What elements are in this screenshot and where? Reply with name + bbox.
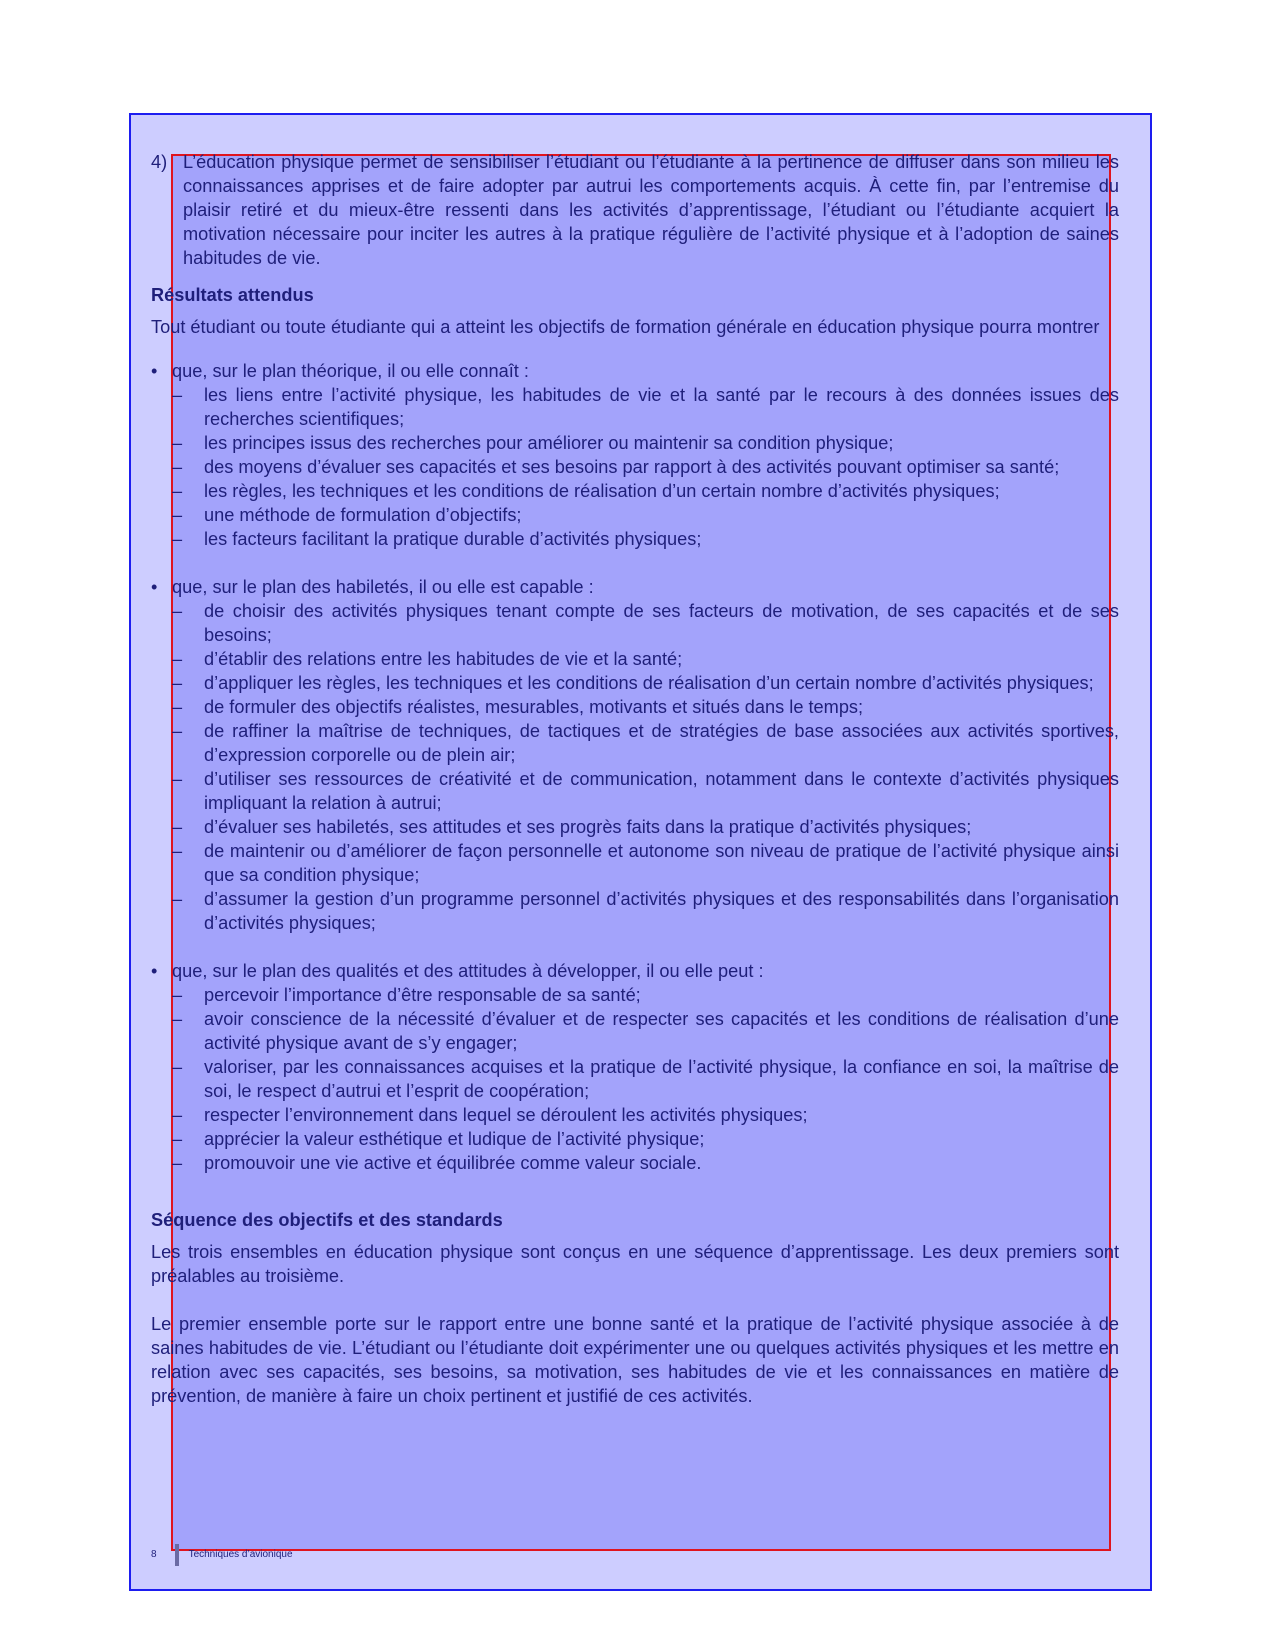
- bullet-mark: •: [151, 961, 158, 981]
- dash-item: – d’utiliser ses ressources de créativité et de communication, notamment dans le contexte d’activités physiques impliquant la relation à autrui;: [172, 769, 1119, 813]
- bullet-group-attitudes: [151, 959, 1119, 1175]
- bullet-item: • que, sur le plan théorique, il ou elle connaît :: [151, 361, 529, 381]
- bullet-item: • que, sur le plan des qualités et des attitudes à développer, il ou elle peut :: [151, 961, 764, 981]
- dash-item: – les facteurs facilitant la pratique durable d’activités physiques;: [172, 529, 702, 549]
- dash-item: – apprécier la valeur esthétique et ludique de l’activité physique;: [172, 1129, 705, 1149]
- sequence-paragraph: Le premier ensemble porte sur le rapport entre une bonne santé et la pratique de l’activité physique associée à de saines habitudes de vie. L’étudiant ou l’étudiante doit expérimenter une ou quelques activités physiques et les mettre en relation avec ses capacités, ses besoins, sa motivation, ses habitudes de vie et les connaissances en matière de prévention, de manière à faire un choix pertinent et justifié de ces activités.: [151, 1314, 1119, 1406]
- section-heading-sequence: Séquence des objectifs et des standards: [151, 1210, 503, 1230]
- dash-item: – de raffiner la maîtrise de techniques, de tactiques et de stratégies de base associées aux activités sportives, d’expression corporelle ou de plein air;: [172, 721, 1119, 765]
- dash-item: – respecter l’environnement dans lequel se déroulent les activités physiques;: [172, 1105, 808, 1125]
- numbered-item: [151, 150, 1119, 270]
- dash-item: – avoir conscience de la nécessité d’évaluer et de respecter ses capacités et les conditions de réalisation d’une activité physique avant de s’y engager;: [172, 1009, 1119, 1053]
- page-number: 8: [151, 1549, 157, 1560]
- dash-item: – de formuler des objectifs réalistes, mesurables, motivants et situés dans le temps;: [172, 697, 864, 717]
- dash-item: – d’assumer la gestion d’un programme personnel d’activités physiques et des responsabilités dans l’organisation d’activités physiques;: [172, 889, 1119, 933]
- bullet-mark: •: [151, 577, 158, 597]
- dash-item: – les règles, les techniques et les conditions de réalisation d’un certain nombre d’activités physiques;: [172, 481, 1000, 501]
- dash-item: – les principes issus des recherches pour améliorer ou maintenir sa condition physique;: [172, 433, 894, 453]
- dash-item: – de choisir des activités physiques tenant compte de ses facteurs de motivation, de ses capacités et de ses besoins;: [172, 601, 1119, 645]
- item-text: L’éducation physique permet de sensibiliser l’étudiant ou l’étudiante à la pertinence de diffuser dans son milieu les connaissances apprises et de faire adopter par autrui les comportements acquis. À cette fin, par l’entremise du plaisir retiré et du mieux-être ressenti dans les activités d’apprentissage, l’étudiant ou l’étudiante acquiert la motivation nécessaire pour inciter les autres à la pratique régulière de l’activité physique et à l’adoption de saines habitudes de vie.: [183, 152, 1119, 268]
- dash-item: – d’évaluer ses habiletés, ses attitudes et ses progrès faits dans la pratique d’activités physiques;: [172, 817, 972, 837]
- dash-item: – une méthode de formulation d’objectifs;: [172, 505, 522, 525]
- dash-item: – les liens entre l’activité physique, les habitudes de vie et la santé par le recours à des données issues des recherches scientifiques;: [172, 385, 1119, 429]
- dash-item: – valoriser, par les connaissances acquises et la pratique de l’activité physique, la confiance en soi, la maîtrise de soi, le respect d’autrui et l’esprit de coopération;: [172, 1057, 1119, 1101]
- section-heading-results: Résultats attendus: [151, 285, 314, 305]
- bullet-group-skills: [151, 575, 1119, 935]
- footer-divider: [175, 1544, 179, 1566]
- footer-label: Techniques d’avionique: [188, 1549, 293, 1560]
- dash-item: – d’appliquer les règles, les techniques et les conditions de réalisation d’un certain nombre d’activités physiques;: [172, 673, 1094, 693]
- bullet-item: • que, sur le plan des habiletés, il ou elle est capable :: [151, 577, 594, 597]
- results-lead-paragraph: Tout étudiant ou toute étudiante qui a atteint les objectifs de formation générale en éducation physique pourra montrer: [151, 317, 1100, 337]
- sequence-paragraph: Les trois ensembles en éducation physique sont conçus en une séquence d’apprentissage. Les deux premiers sont préalables au troisième.: [151, 1242, 1119, 1286]
- dash-item: – percevoir l’importance d’être responsable de sa santé;: [172, 985, 641, 1005]
- document-body: [151, 150, 1119, 1408]
- page-footer: [151, 1544, 293, 1566]
- dash-item: – des moyens d’évaluer ses capacités et ses besoins par rapport à des activités pouvant optimiser sa santé;: [172, 457, 1060, 477]
- dash-item: – d’établir des relations entre les habitudes de vie et la santé;: [172, 649, 683, 669]
- bullet-group-theory: [151, 359, 1119, 551]
- dash-item: – de maintenir ou d’améliorer de façon personnelle et autonome son niveau de pratique de l’activité physique ainsi que sa condition physique;: [172, 841, 1119, 885]
- bullet-mark: •: [151, 361, 158, 381]
- item-number: 4): [151, 152, 168, 172]
- dash-item: – promouvoir une vie active et équilibrée comme valeur sociale.: [172, 1153, 702, 1173]
